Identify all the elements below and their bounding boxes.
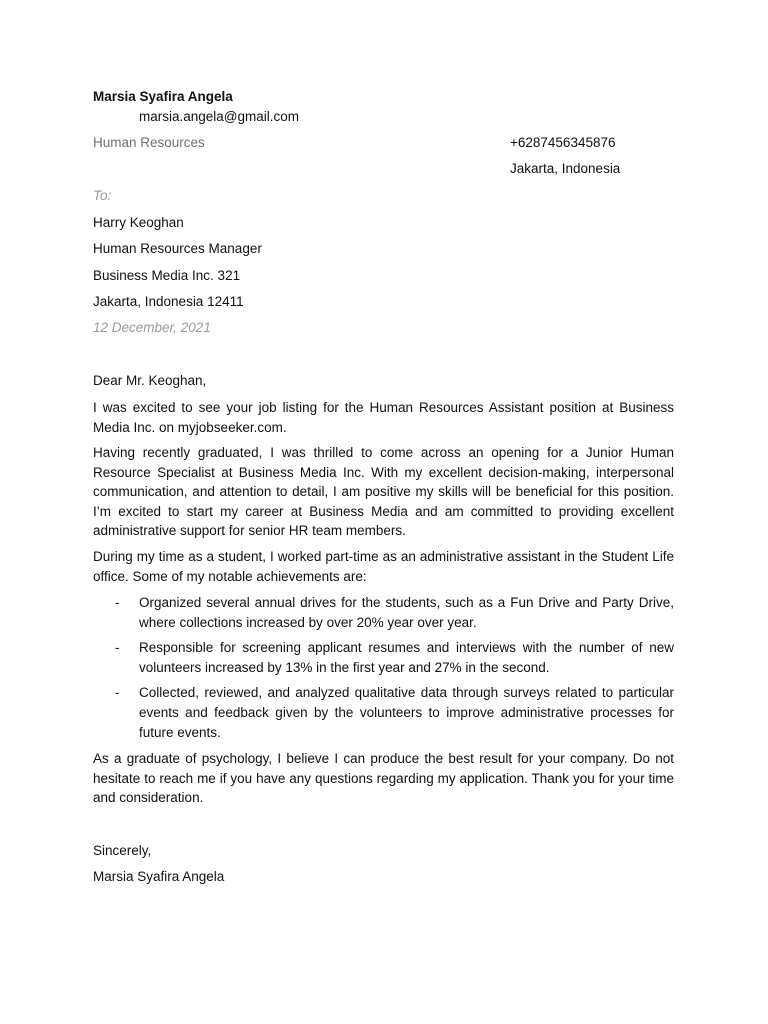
achievement-item bbox=[93, 683, 674, 742]
letter-date: 12 December, 2021 bbox=[93, 320, 211, 335]
recipient-title: Human Resources Manager bbox=[93, 241, 262, 256]
recipient-address: Jakarta, Indonesia 12411 bbox=[93, 294, 244, 309]
achievement-text: Collected, reviewed, and analyzed qualitative data through surveys related to particular events and feedback given by the volunteers to improve administrative processes for future events. bbox=[139, 685, 674, 740]
recipient-name: Harry Keoghan bbox=[93, 215, 184, 230]
paragraph-closing: As a graduate of psychology, I believe I can produce the best result for your company. Do not hesitate to reach me if you have any questions regarding my application. Thank you for your time and consideration. bbox=[93, 751, 674, 806]
to-label: To: bbox=[93, 188, 112, 203]
paragraph-experience: Having recently graduated, I was thrilled to come across an opening for a Junior Human Resource Specialist at Business Media Inc. With my excellent decision-making, interpersonal communication, and attention to detail, I am positive my skills will be beneficial for this position. I’m excited to start my career at Business Media and am committed to providing excellent administrative support for senior HR team members. bbox=[93, 445, 674, 539]
achievements-list bbox=[93, 593, 674, 748]
achievement-text: Organized several annual drives for the students, such as a Fun Drive and Party Drive, where collections increased by over 20% year over year. bbox=[139, 595, 674, 630]
achievement-text: Responsible for screening applicant resumes and interviews with the number of new volunteers increased by 13% in the first year and 27% in the second. bbox=[139, 640, 674, 675]
bullet-dash: - bbox=[115, 685, 120, 701]
sender-name: Marsia Syafira Angela bbox=[93, 89, 233, 104]
sender-location: Jakarta, Indonesia bbox=[510, 161, 621, 176]
paragraph-student-role: During my time as a student, I worked part-time as an administrative assistant in the Student Life office. Some of my notable achievements are: bbox=[93, 549, 674, 584]
achievement-item bbox=[93, 638, 674, 677]
salutation: Dear Mr. Keoghan, bbox=[93, 373, 207, 388]
bullet-dash: - bbox=[115, 640, 120, 656]
paragraph-intro: I was excited to see your job listing for the Human Resources Assistant position at Business Media Inc. on myjobseeker.com. bbox=[93, 400, 674, 435]
sender-position: Human Resources bbox=[93, 135, 205, 150]
closing-phrase: Sincerely, bbox=[93, 843, 152, 858]
sender-phone: +6287456345876 bbox=[510, 135, 616, 150]
achievement-item bbox=[93, 593, 674, 632]
bullet-dash: - bbox=[115, 595, 120, 610]
recipient-company: Business Media Inc. 321 bbox=[93, 268, 241, 283]
signature-name: Marsia Syafira Angela bbox=[93, 869, 225, 884]
sender-email: marsia.angela@gmail.com bbox=[139, 109, 300, 124]
